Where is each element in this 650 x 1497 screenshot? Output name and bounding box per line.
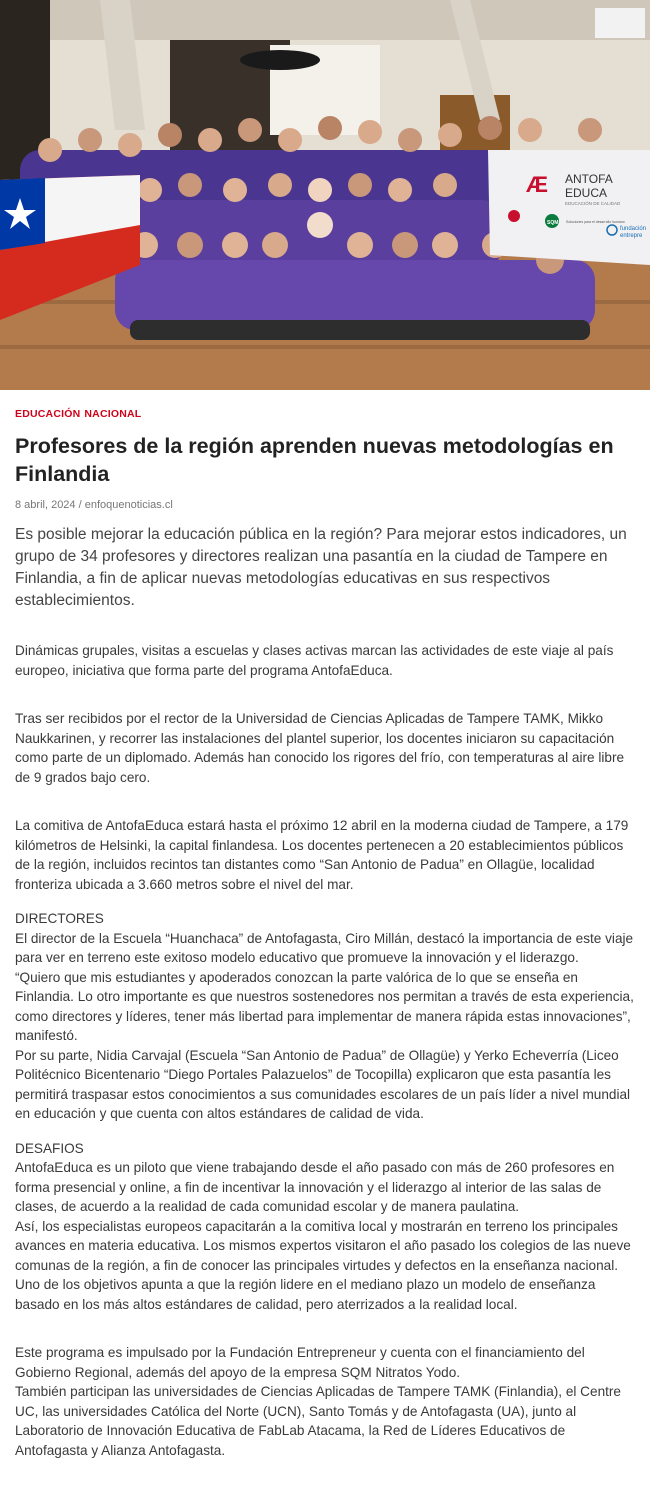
antofaeduca-banner [488, 150, 650, 265]
article-title: Profesores de la región aprenden nuevas metodologías en Finlandia [15, 434, 614, 486]
news-article [15, 408, 637, 1460]
paragraph-especialistas: Así, los especialistas europeos capacitarán a la comitiva local y mostrarán en terreno los principales avances en materia educativa. Los mismos expertos visitaron el año pasado los colegios de las nueve comunas de la región, a fin de conocer las principales virtudes y defectos en la enseñanza nacional. [15, 1218, 631, 1273]
article-source[interactable]: enfoquenoticias.cl [84, 499, 173, 511]
air-conditioner [595, 8, 645, 38]
banner-brand-line1: ANTOFA [565, 172, 613, 186]
category-kicker [15, 408, 637, 422]
article-meta [15, 499, 637, 513]
section-desafios [15, 1139, 637, 1315]
meta-separator: / [75, 499, 85, 511]
floor-line-2 [0, 345, 650, 349]
subheading-directores: DIRECTORES [15, 911, 104, 926]
banner-brand-tagline: EDUCACIÓN DE CALIDAD [565, 201, 621, 206]
subheading-desafios: DESAFIOS [15, 1140, 84, 1156]
group-photo-illustration [0, 0, 650, 390]
paragraph-director-huanchaca: El director de la Escuela “Huanchaca” de Antofagasta, Ciro Millán, destacó la importancia de este viaje para ver en terreno este exitoso modelo educativo que promueve la innovación y el liderazgo. [15, 930, 634, 965]
paragraph-piloto: AntofaEduca es un piloto que viene trabajando desde el año pasado con más de 260 profesores en forma presencial y online, a fin de incentivar la innovación y el liderazgo al interior de las salas de clases, de acuerdo a la realidad de cada comunidad escolar y de manera paulatina. [15, 1160, 615, 1214]
banner-sponsor-fundacion2: entrepre [620, 233, 643, 239]
paragraph-dinamicas: Dinámicas grupales, visitas a escuelas y clases activas marcan las actividades de este viaje al país europeo, iniciativa que forma parte del programa AntofaEduca. [15, 643, 614, 678]
category-tag-educacion[interactable]: EDUCACIÓN [15, 408, 81, 420]
banner-brand-line2: EDUCA [565, 186, 608, 200]
paragraph-carvajal-echeverria: Por su parte, Nidia Carvajal (Escuela “San Antonio de Padua” de Ollagüe) y Yerko Echeverría (Liceo Politécnico Bicentenario “Diego Portales Palazuelos” de Tocopilla) explicaron que esta pasantía les permitirá traspasar estos conocimientos a sus comunidades escolares de un país líder a nivel mundial en educación y que cuenta con altos estándares de calidad de vida. [15, 1047, 631, 1121]
article-date: 8 abril, 2024 [15, 499, 76, 511]
sponsor-seal-icon [508, 210, 520, 222]
paragraph-objetivos: Uno de los objetivos apunta a que la región lidere en el mediano plazo un modelo de enseñanza basado en los más altos estándares de calidad, pero aterrizados a la realidad local. [15, 1277, 596, 1312]
paragraph-participantes: También participan las universidades de Ciencias Aplicadas de Tampere TAMK (Finlandia), el Centre UC, las universidades Católica del Norte (UCN), Santo Tomás y de Antofagasta (UA), junto al Laboratorio de Innovación Educativa de FabLab Atacama, la Red de Líderes Educativos de Antofagasta y Alianza Antofagasta. [15, 1384, 621, 1458]
banner-logo-mark-icon: Æ [526, 172, 548, 197]
ceiling-lamp [240, 50, 320, 70]
paragraph-recibidos: Tras ser recibidos por el rector de la Universidad de Ciencias Aplicadas de Tampere TAMK, Mikko Naukkarinen, y recorrer las instalaciones del plantel superior, los docentes iniciaron su capacitación como parte de un diplomado. Además han conocido los rigores del frío, con temperaturas al aire libre de 9 grados bajo cero. [15, 711, 625, 785]
section-directores [15, 909, 637, 1124]
paragraph-comitiva: La comitiva de AntofaEduca estará hasta el próximo 12 abril en la moderna ciudad de Tampere, a 179 kilómetros de Helsinki, la capital finlandesa. Los docentes pertenecen a 20 establecimientos públicos de la región, incluidos recintos tan distantes como “San Antonio de Padua” en Ollagüe, localidad fronteriza ubicada a 3.660 metros sobre el nivel del mar. [15, 818, 629, 892]
category-tag-nacional[interactable]: NACIONAL [84, 408, 142, 420]
article-lead: Es posible mejorar la educación pública en la región? Para mejorar estos indicadores, un grupo de 34 profesores y directores realizan una pasantía en la ciudad de Tampere en Finlandia, a fin de aplicar nuevas metodologías educativas en sus respectivos establecimientos. [15, 526, 627, 609]
banner-sponsor-fundacion: fundación [620, 226, 647, 232]
hero-photo [0, 0, 650, 390]
banner-sponsor-sqm: SQM [547, 220, 559, 226]
banner-sponsor-sqm-note: Soluciones para el desarrollo humano [566, 220, 625, 224]
ceiling [0, 0, 650, 40]
paragraph-quote-director: “Quiero que mis estudiantes y apoderados conozcan la parte valórica de lo que se enseña en Finlandia. Lo otro importante es que nuestros sostenedores nos permitan a través de esta experiencia, como directores y líderes, tener más libertad para implementar de manera rápida estas innovaciones”, manifestó. [15, 969, 634, 1043]
paragraph-programa: Este programa es impulsado por la Fundación Entrepreneur y cuenta con el financiamiento del Gobierno Regional, además del apoyo de la empresa SQM Nitratos Yodo. [15, 1345, 585, 1380]
section-financiamiento [15, 1343, 637, 1460]
